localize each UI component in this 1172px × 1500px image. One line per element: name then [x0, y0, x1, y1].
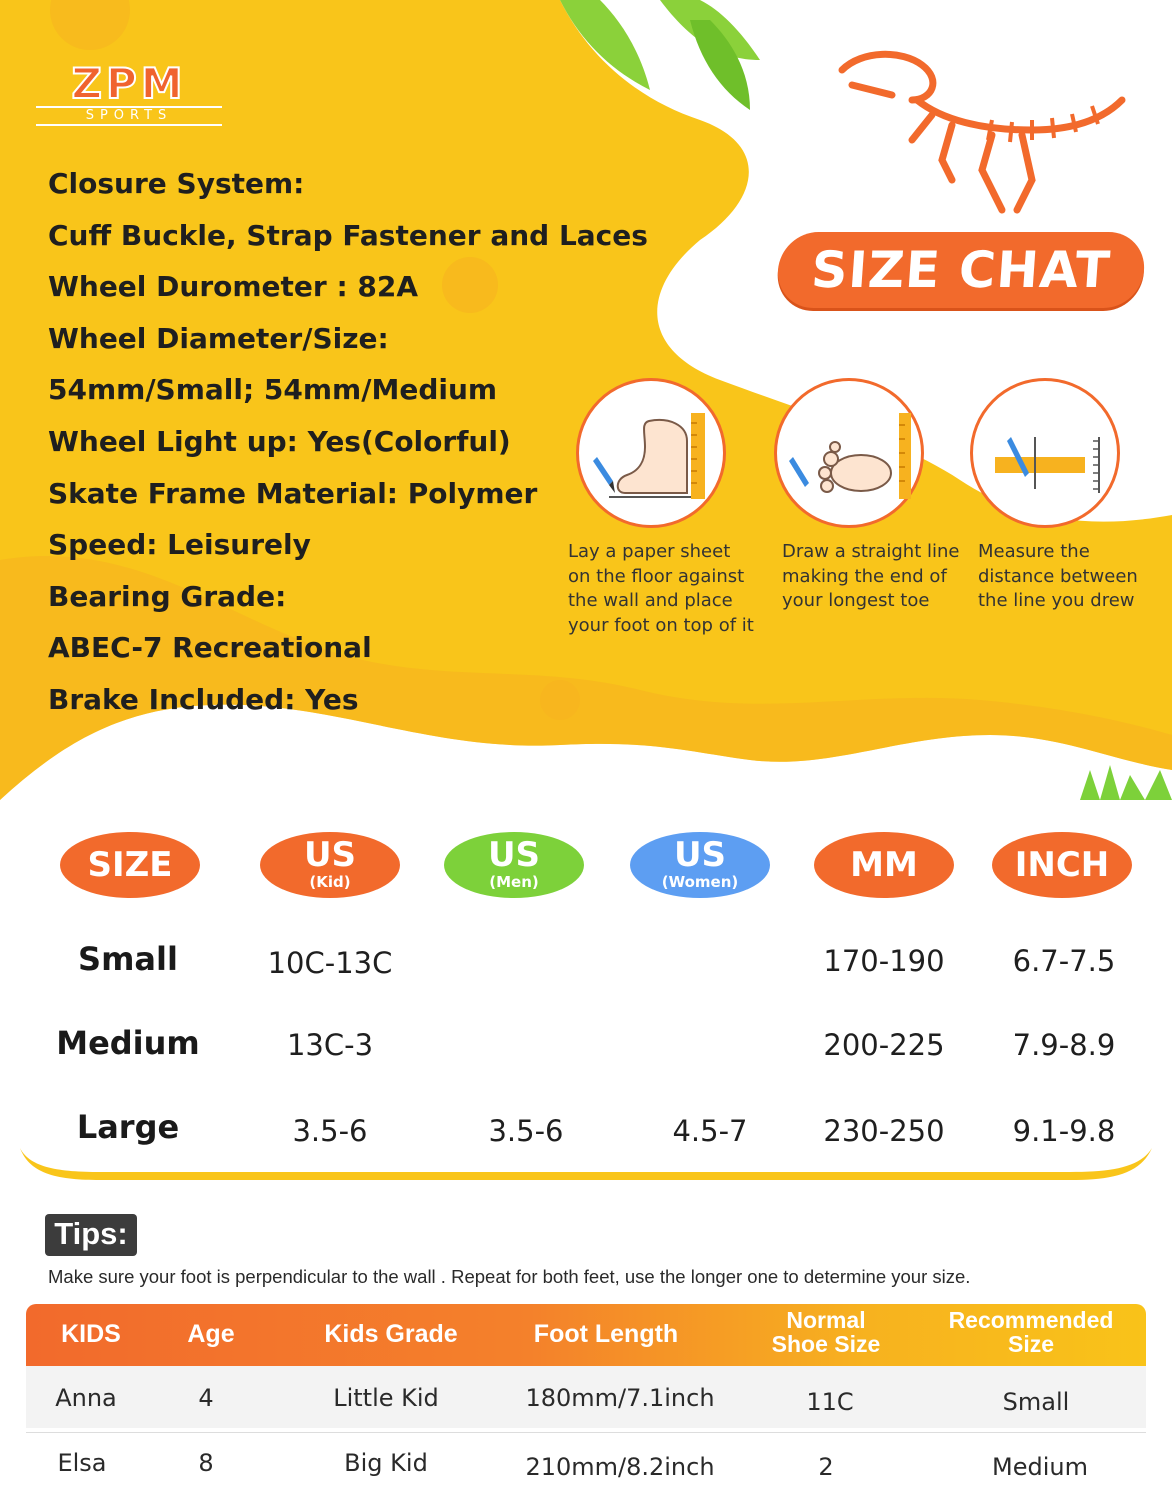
kids-age: 4 [198, 1384, 214, 1412]
measure-step-3 [978, 378, 1168, 614]
measure-step-2 [782, 378, 972, 614]
measure-step-2-text: Draw a straight line making the end of your longest toe [782, 541, 960, 612]
table-row [26, 1433, 1146, 1495]
header-us-kid: US (Kid) [260, 832, 400, 898]
col-header-age: Age [187, 1320, 235, 1348]
spec-line: Closure System: [48, 167, 305, 200]
tips-text: Make sure your foot is perpendicular to the wall . Repeat for both feet, use the longer one to determine your size. [48, 1266, 971, 1287]
header-mm: MM [814, 832, 954, 898]
size-cell: 7.9-8.9 [1012, 1028, 1116, 1062]
col-header-normal-size: Normal Shoe Size [771, 1307, 881, 1357]
tips-label: Tips: [45, 1214, 137, 1256]
kids-name: Elsa [57, 1449, 107, 1477]
spec-line: Wheel Diameter/Size: [48, 321, 389, 355]
header-size: SIZE [60, 832, 200, 898]
kids-grade: Big Kid [344, 1449, 428, 1477]
size-cell: 3.5-6 [292, 1114, 368, 1148]
spec-line: Wheel Light up: Yes(Colorful) [48, 424, 511, 458]
spec-line: 54mm/Small; 54mm/Medium [48, 373, 498, 407]
ruler-measure-icon [970, 378, 1120, 528]
size-row-label: Medium [56, 1024, 200, 1062]
col-header-recommended-size: Recommended Size [948, 1307, 1114, 1357]
spec-line: ABEC-7 Recreational [48, 631, 372, 665]
col-header-grade: Kids Grade [324, 1320, 458, 1348]
size-cell: 13C-3 [286, 1028, 374, 1062]
foot-top-view-icon [774, 378, 924, 528]
spec-line: Speed: Leisurely [48, 528, 311, 562]
measure-step-1 [568, 378, 758, 638]
header-us-men: US (Men) [444, 832, 584, 898]
foot-against-wall-icon [576, 378, 726, 528]
measure-step-1-text: Lay a paper sheet on the floor against the wall and place your foot on top of it [568, 541, 754, 636]
kids-shoe-size: 2 [818, 1453, 834, 1481]
col-header-foot-length: Foot Length [533, 1320, 679, 1348]
brand-sub: SPORTS [36, 106, 222, 126]
col-header-kids: KIDS [61, 1320, 121, 1348]
kids-age: 8 [198, 1449, 214, 1477]
size-cell: 6.7-7.5 [1012, 944, 1116, 978]
header-inch: INCH [992, 832, 1132, 898]
spec-line: Skate Frame Material: Polymer [48, 476, 538, 510]
kids-example-table [26, 1304, 1146, 1500]
size-cell: 4.5-7 [672, 1114, 748, 1148]
size-cell: 9.1-9.8 [1012, 1114, 1116, 1148]
kids-foot-length: 210mm/8.2inch [525, 1453, 715, 1481]
size-row-label: Large [76, 1108, 180, 1146]
spec-line: Brake Included: Yes [48, 682, 359, 716]
kids-foot-length: 180mm/7.1inch [525, 1384, 715, 1412]
brand-name: ZPM [71, 59, 187, 108]
table-row [26, 1366, 1146, 1428]
kids-recommended: Small [1002, 1388, 1070, 1416]
size-cell: 230-250 [823, 1114, 945, 1148]
size-cell: 3.5-6 [488, 1114, 564, 1148]
brand-logo [36, 59, 222, 128]
spec-line: Cuff Buckle, Strap Fastener and Laces [48, 218, 648, 252]
size-row-label: Small [78, 940, 178, 978]
kids-grade: Little Kid [333, 1384, 439, 1412]
spec-line: Bearing Grade: [48, 579, 287, 613]
size-cell: 10C-13C [267, 946, 393, 980]
size-cell: 170-190 [823, 944, 945, 978]
dinosaur-skeleton-icon [832, 40, 1142, 220]
header-us-women: US (Women) [630, 832, 770, 898]
kids-shoe-size: 11C [806, 1388, 854, 1416]
measure-step-3-text: Measure the distance between the line you drew [978, 541, 1138, 612]
kids-recommended: Medium [992, 1453, 1088, 1481]
kids-name: Anna [55, 1384, 117, 1412]
spec-line: Wheel Durometer : 82A [48, 270, 419, 304]
size-chat-badge: SIZE CHAT [775, 232, 1146, 308]
size-cell: 200-225 [823, 1028, 945, 1062]
